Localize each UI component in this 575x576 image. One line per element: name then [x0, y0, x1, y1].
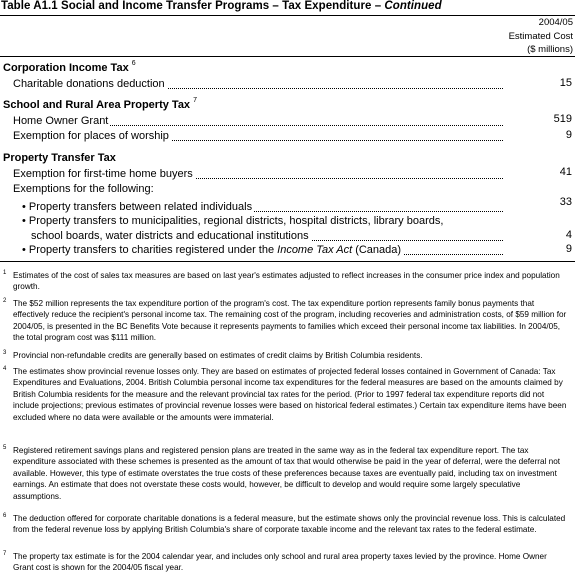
table-row: [22, 244, 503, 257]
row-label: Exemption for first-time home buyers: [13, 168, 193, 180]
column-header-label: Estimated Cost: [508, 31, 573, 42]
table-title-continued: Continued: [384, 0, 442, 12]
row-value: 15: [559, 77, 572, 89]
row-value: 41: [559, 166, 572, 178]
row-label: school boards, water districts and educational institutions: [31, 230, 309, 242]
table-row: [22, 215, 503, 228]
table-row: [22, 201, 503, 214]
row-label: • Property transfers to charities registered under the Income Tax Act (Canada): [22, 244, 402, 256]
footnote-ref: 7: [193, 97, 197, 104]
row-value: 33: [559, 196, 572, 208]
section-heading-property-tax: School and Rural Area Property Tax $^7$: [3, 97, 197, 111]
table-row: [13, 168, 503, 181]
table-title: [1, 0, 442, 12]
table-title-main: Table A1.1 Social and Income Transfer Programs – Tax Expenditure –: [1, 0, 385, 12]
column-header-units: ($ millions): [527, 44, 573, 55]
table-row: [13, 130, 503, 143]
column-header-year: 2004/05: [538, 17, 573, 28]
section-heading-corporation-income-tax: Corporation Income Tax $^6$: [3, 60, 136, 74]
row-label: • Property transfers between related individuals: [22, 201, 253, 213]
footnote-7: 7 The property tax estimate is for the 2004 calendar year, and includes only school and rural area property taxes levied by the province. Home Owner Grant cost is shown for the 2004/05 fiscal year.: [3, 551, 547, 573]
table-row: [13, 78, 503, 91]
footnote-2: 2 The $52 million represents the tax expenditure portion of the program's cost. The tax expenditure portion represents family bonus payments that effectively reduce the recipient's personal income tax. The remaining cost of the program, including recoveries and administration costs, of $59 million for 2004/05, is presented in the BC Benefits Vote because it represents payments to families which exceed their personal income tax liabilities. In 2004/05, the total program cost was $111 million.: [3, 298, 567, 343]
footnote-4: 4 The estimates show provincial revenue losses only. They are based on estimates of projected federal losses contained in Government of Canada: Tax Expenditures and Evaluations, 2004. British Columbia personal income tax expenditures for the federal measures are based on the amounts claimed by British Columbia residents for the measure and the relevant provincial tax rates for the period. (Prior to 1997 federal tax expenditure reports did not include projections; previous estimates of provincial revenue losses were based on historical federal estimates.) Certain tax expenditure items have been excluded where no data were available or the amounts were immaterial.: [3, 366, 567, 422]
section-heading-property-transfer-tax: Property Transfer Tax: [3, 152, 116, 164]
footnotes-rule: [0, 261, 575, 262]
row-value: 519: [553, 113, 572, 125]
table-row: [13, 115, 503, 128]
footnote-ref: 6: [131, 60, 136, 67]
footnote-1: 1 Estimates of the cost of sales tax measures are based on last year's estimates adjusted to reflect increases in the consumer price index and population growth.: [3, 270, 560, 292]
row-label: Home Owner Grant: [13, 115, 109, 127]
row-label: Charitable donations deduction: [13, 78, 165, 90]
row-value: 4: [565, 229, 572, 241]
row-value: 9: [565, 129, 572, 141]
table-row: [31, 230, 503, 243]
row-label: Exemptions for the following:: [13, 183, 154, 195]
footnote-3: 3 Provincial non-refundable credits are generally based on estimates of credit claims by British Columbia residents.: [3, 350, 423, 360]
header-rule: [0, 56, 575, 57]
footnote-6: 6 The deduction offered for corporate charitable donations is a federal measure, but the estimate shows only the provincial revenue loss. This is calculated from the federal revenue loss by applying British Columbia's share of corporate taxable income and the relevant tax rates to the federal estimate.: [3, 513, 566, 535]
row-label: • Property transfers to municipalities, regional districts, hospital districts, library boards,: [22, 215, 444, 227]
row-label: Exemption for places of worship: [13, 130, 169, 142]
act-name: Income Tax Act: [277, 244, 353, 256]
row-value: 9: [565, 243, 572, 255]
footnote-5: 5 Registered retirement savings plans and registered pension plans are treated in the same way as in the federal tax expenditure report. The tax expenditure associated with these schemes is presented as the amount of tax that would otherwise be paid in the year of deferral, were the deferral not available. However, this type of estimate overstates the true costs of these preferences because taxes are eventually paid, including tax on investment earnings. An estimate that does not overstate these costs would, however, be difficult to develop and would require some largely speculative assumptions.: [3, 445, 561, 501]
title-bar: [0, 0, 575, 16]
table-row: [13, 183, 503, 196]
